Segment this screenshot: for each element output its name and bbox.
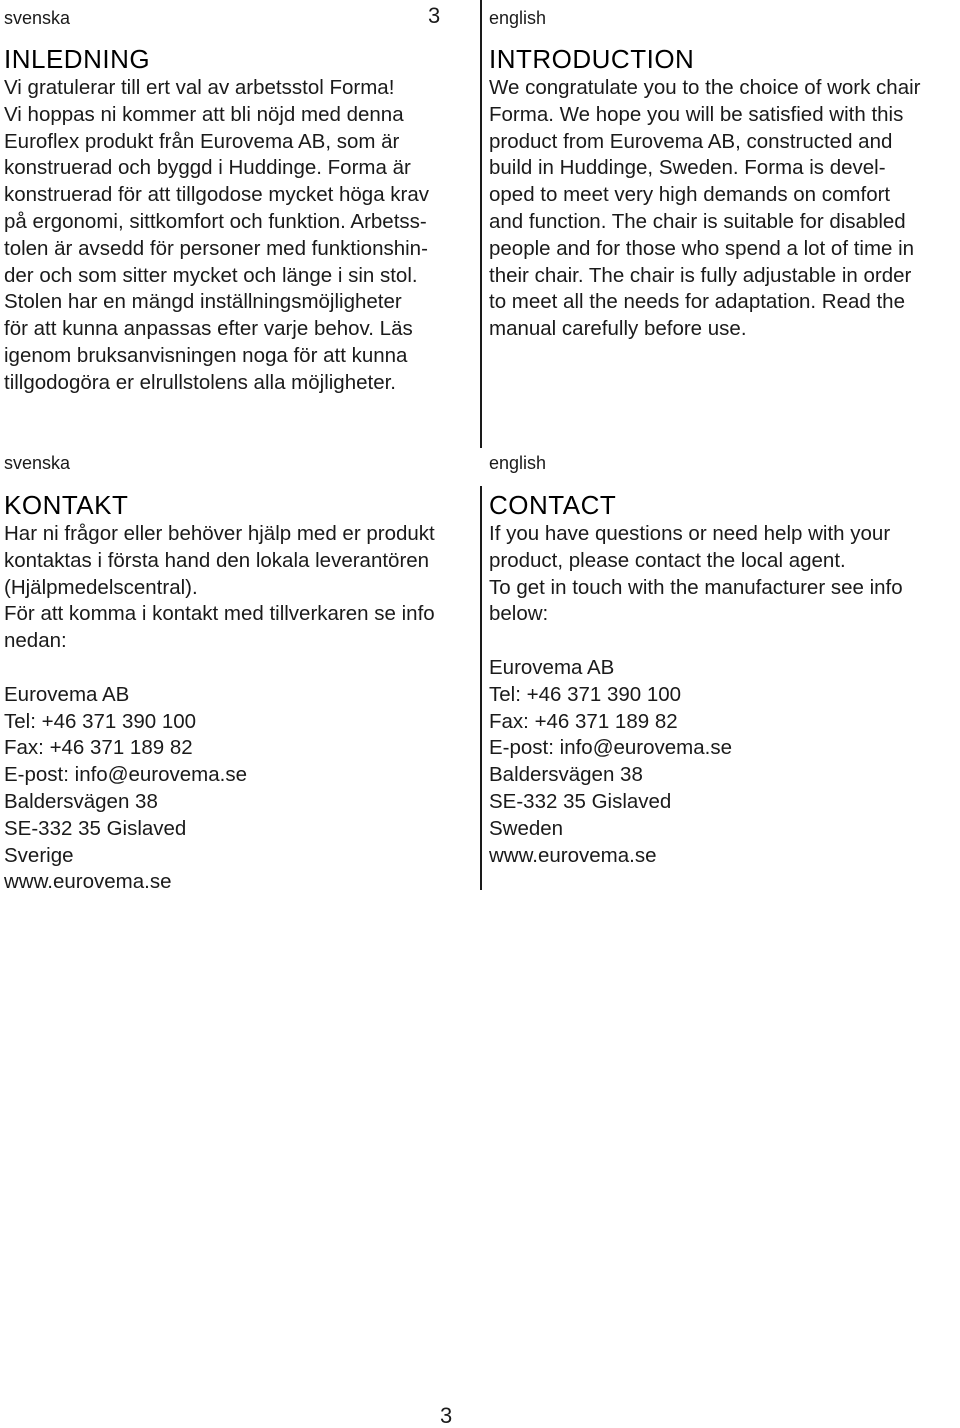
text-line: igenom bruksanvisningen noga för att kunna [4, 343, 408, 367]
postal-address: SE-332 35 Gislaved [489, 789, 672, 813]
section-heading: INLEDNING [4, 44, 151, 74]
language-label: english [489, 453, 547, 473]
text-line: der och som sitter mycket och länge i sin stol. [4, 263, 418, 287]
street-address: Baldersvägen 38 [489, 763, 643, 787]
spacer [4, 655, 474, 682]
text-line: Vi gratulerar till ert val av arbetsstol Forma! [4, 76, 395, 99]
intro-english-section [489, 7, 957, 343]
email: E-post: info@eurovema.se [4, 763, 248, 787]
website: www.eurovema.se [4, 870, 172, 894]
text-line: their chair. The chair is fully adjustable in order [489, 263, 912, 287]
email: E-post: info@eurovema.se [489, 736, 733, 760]
text-line: We congratulate you to the choice of work chair [489, 76, 921, 99]
fax: Fax: +46 371 189 82 [489, 709, 678, 733]
fax: Fax: +46 371 189 82 [4, 736, 193, 760]
text-line: If you have questions or need help with your [489, 522, 891, 545]
language-label: english [489, 8, 547, 28]
page-number-top: 3 [428, 3, 441, 28]
section-heading: KONTAKT [4, 490, 129, 520]
company-name: Eurovema AB [4, 682, 130, 706]
postal-address: SE-332 35 Gislaved [4, 816, 187, 840]
website: www.eurovema.se [489, 843, 657, 867]
text-line: tillgodogöra er elrullstolens alla möjligheter. [4, 370, 396, 394]
contact-text [4, 521, 474, 896]
text-line: tolen är avsedd för personer med funktionshin- [4, 236, 428, 260]
language-label: svenska [4, 8, 71, 28]
text-line: För att komma i kontakt med tillverkaren se info [4, 602, 435, 626]
text-line: below: [489, 602, 549, 626]
text-line: Vi hoppas ni kommer att bli nöjd med denna [4, 102, 404, 126]
column-divider-top [480, 0, 482, 448]
text-line: product, please contact the local agent. [489, 548, 846, 572]
column-divider-bottom [480, 486, 482, 890]
intro-swedish-section [4, 7, 474, 397]
text-line: konstruerad och byggd i Huddinge. Forma är [4, 156, 411, 180]
text-line: Forma. We hope you will be satisfied with this [489, 102, 904, 126]
country: Sweden [489, 816, 564, 840]
spacer [489, 628, 957, 655]
text-line: Stolen har en mängd inställningsmöjligheter [4, 290, 402, 314]
text-line: product from Eurovema AB, constructed and [489, 129, 893, 153]
phone: Tel: +46 371 390 100 [489, 682, 682, 706]
section-heading: INTRODUCTION [489, 44, 695, 74]
text-line: nedan: [4, 629, 67, 653]
text-line: Euroflex produkt från Eurovema AB, som är [4, 129, 400, 153]
text-line: manual carefully before use. [489, 317, 747, 341]
text-line: konstruerad för att tillgodose mycket höga krav [4, 183, 430, 207]
text-line: to meet all the needs for adaptation. Read the [489, 290, 905, 314]
intro-text [4, 75, 474, 397]
text-line: för att kunna anpassas efter varje behov. Läs [4, 317, 413, 341]
contact-text [489, 521, 957, 869]
intro-text [489, 75, 957, 343]
contact-swedish-section [4, 452, 474, 896]
section-heading: CONTACT [489, 490, 617, 520]
text-line: kontaktas i första hand den lokala leverantören [4, 548, 430, 572]
text-line: To get in touch with the manufacturer see info [489, 575, 903, 599]
page-number-bottom: 3 [440, 1403, 453, 1428]
text-line: build in Huddinge, Sweden. Forma is devel- [489, 156, 886, 180]
language-label: svenska [4, 453, 71, 473]
text-line: Har ni frågor eller behöver hjälp med er produkt [4, 522, 435, 545]
text-line: på ergonomi, sittkomfort och funktion. Arbetss- [4, 209, 427, 233]
country: Sverige [4, 843, 74, 867]
phone: Tel: +46 371 390 100 [4, 709, 197, 733]
company-name: Eurovema AB [489, 655, 615, 679]
text-line: (Hjälpmedelscentral). [4, 575, 198, 599]
street-address: Baldersvägen 38 [4, 789, 158, 813]
text-line: people and for those who spend a lot of time in [489, 236, 915, 260]
text-line: oped to meet very high demands on comfort [489, 183, 891, 207]
contact-english-section [489, 452, 957, 869]
text-line: and function. The chair is suitable for disabled [489, 209, 906, 233]
